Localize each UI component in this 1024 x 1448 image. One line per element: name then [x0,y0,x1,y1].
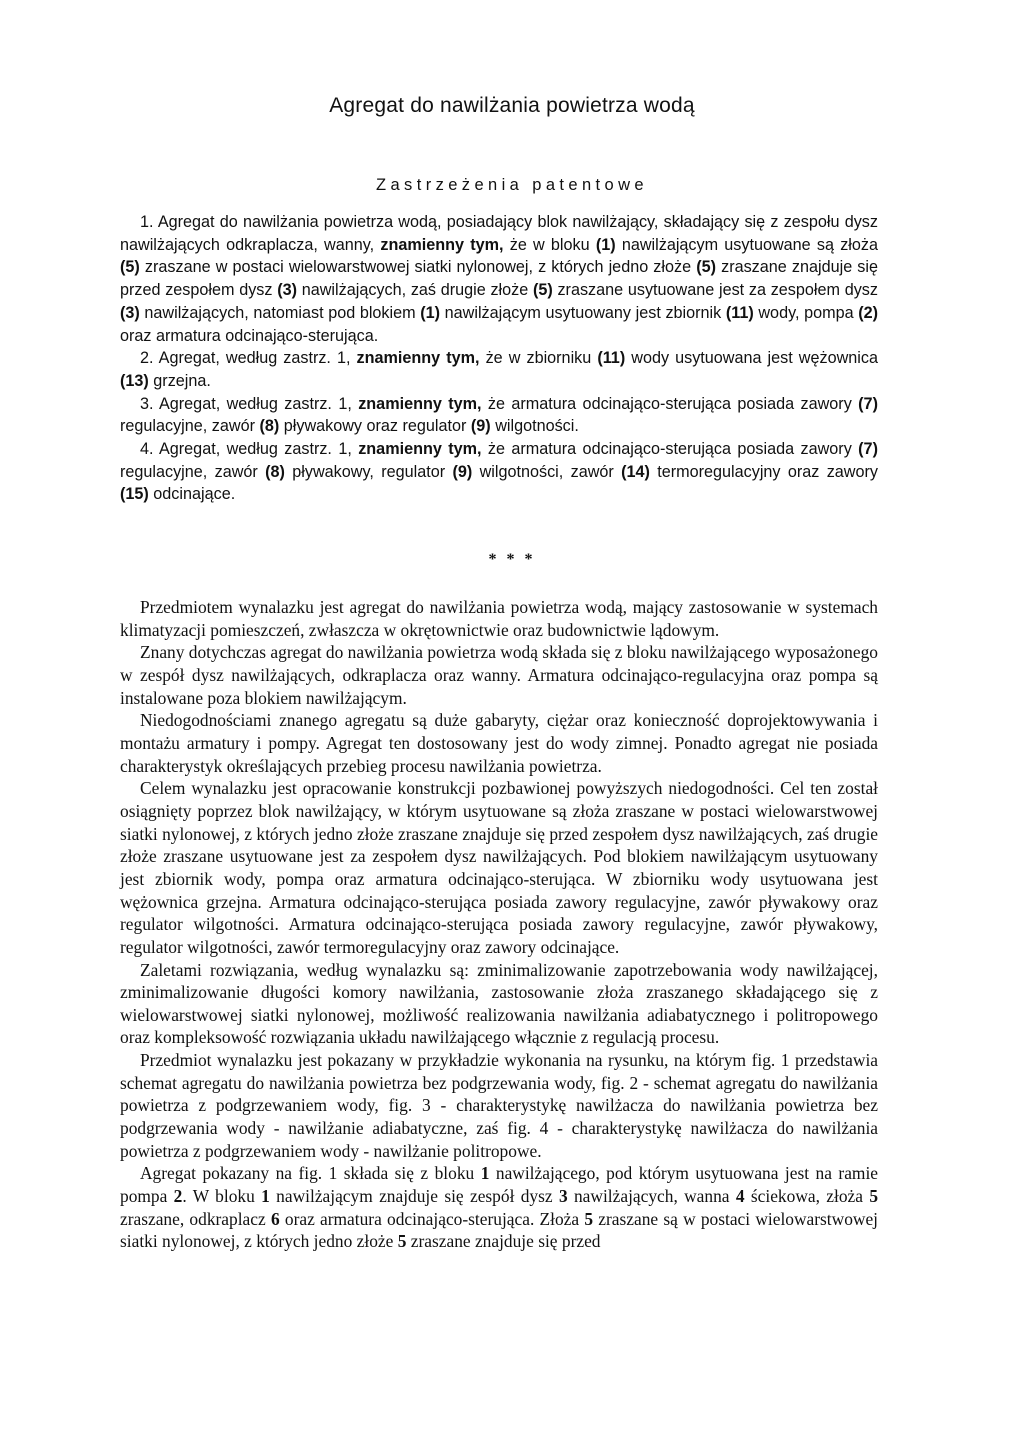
text-run: regulacyjne, zawór [120,462,266,481]
bold-text-run: (3) [277,281,298,300]
bold-text-run: (11) [597,349,626,368]
claims-section [120,211,878,506]
bold-text-run: (13) [120,371,149,390]
text-run: termoregulacyjny oraz zawory [649,462,878,481]
claim-paragraph [120,211,878,347]
claims-heading: Zastrzeżenia patentowe [376,176,648,194]
text-run: Znany dotychczas agregat do nawilżania powietrza wodą składa się z bloku nawilżającego wyposażonego w zespół dysz nawilżających, odkraplacza oraz wanny. Armatura odcinająco-regulacyjna oraz pompa są instalowane poza blokiem nawilżającym. [120,642,878,708]
text-run: nawilżających, zaś drugie złoże [297,281,533,300]
text-run: regulacyjne, zawór [120,417,260,436]
text-run: Przedmiot wynalazku jest pokazany w przykładzie wykonania na rysunku, na którym fig. 1 przedstawia schemat agregatu do nawilżania powietrza bez podgrzewania wody, fig. 2 - schemat agregatu do nawilżania powietrza z podgrzewaniem wody, fig. 3 - charakterystykę nawilżacza do nawilżania powietrza bez podgrzewania wody - nawilżanie adiabatyczne, zaś fig. 4 - charakterystykę nawilżacza do nawilżania powietrza z podgrzewaniem wody - nawilżanie politropowe. [120,1050,878,1161]
description-paragraph [120,1162,878,1253]
bold-text-run: (7) [858,394,878,413]
text-run: zraszane, odkraplacz [120,1208,271,1229]
bold-text-run: (8) [259,417,280,436]
bold-text-run: 2 [173,1186,183,1207]
text-run: Niedogodnościami znanego agregatu są duże gabaryty, ciężar oraz konieczność doprojektowywania i montażu armatury i pompy. Agregat ten dostosowany jest do wody zimnej. Ponadto agregat nie posiada charakterystyk określających przebieg procesu nawilżania powietrza. [120,710,878,776]
claim-paragraph [120,438,878,506]
text-run: nawilżających, wanna [567,1186,736,1207]
bold-text-run: 3 [558,1186,568,1207]
text-run: 4. Agregat, według zastrz. 1, [140,440,359,459]
text-run: . W bloku [182,1186,262,1207]
bold-text-run: (9) [452,462,473,481]
bold-text-run: (1) [595,235,616,254]
text-run: pływakowy, regulator [284,462,453,481]
document-title: Agregat do nawilżania powietrza wodą [329,94,695,117]
text-run: zraszane usytuowane jest za zespołem dysz [552,281,878,300]
description-paragraph [120,709,878,777]
bold-text-run: (11) [725,303,754,322]
bold-text-run: (3) [120,303,140,322]
text-run: że armatura odcinająco-sterująca posiada zawory [481,394,859,413]
description-paragraph [120,959,878,1050]
text-run: nawilżającym usytuowane są złoża [615,235,878,254]
text-run: zraszane są w postaci wielowarstwowej siatki nylonowej, z których jedno złoże [120,1208,879,1252]
bold-text-run: 5 [584,1208,594,1229]
bold-text-run: znamienny tym, [358,394,482,413]
bold-text-run: znamienny tym, [380,235,504,254]
text-run: wody usytuowana jest wężownica [625,349,878,368]
description-section [120,596,878,1253]
text-run: zraszane znajduje się przed zespołem dysz [120,258,878,300]
text-run: nawilżającym usytuowany jest zbiornik [440,303,726,322]
text-run: Zaletami rozwiązania, według wynalazku są: zminimalizowanie zapotrzebowania wody nawilżającej, zminimalizowanie długości komory nawilżania, zastosowanie złoża zraszanego składającego się z wielowarstwowej siatki nylonowej, możliwość realizowania nawilżania adiabatycznego i politropowego oraz kompleksowość rozwiązania układu nawilżającego włącznie z regulacją procesu. [120,959,878,1048]
text-run: nawilżających, natomiast pod blokiem [139,303,421,322]
text-run: zraszane znajduje się przed [406,1231,601,1252]
bold-text-run: (5) [696,258,716,277]
bold-text-run: 1 [261,1186,270,1207]
text-run: wody, pompa [753,303,859,322]
text-run: że w zbiorniku [479,349,598,368]
text-run: ściekowa, złoża [744,1186,870,1207]
bold-text-run: (7) [858,440,878,459]
text-run: 2. Agregat, według zastrz. 1, [140,349,357,368]
description-paragraph [120,1049,878,1162]
bold-text-run: (15) [120,485,149,504]
text-run: nawilżającego, pod którym usytuowana jest na ramie pompa [120,1163,879,1207]
bold-text-run: znamienny tym, [358,440,482,459]
text-run: pływakowy oraz regulator [279,417,471,436]
description-paragraph [120,596,878,641]
bold-text-run: (14) [621,462,650,481]
text-run: że w bloku [503,235,596,254]
claim-paragraph [120,393,878,438]
text-run: wilgotności, zawór [472,462,622,481]
bold-text-run: 6 [270,1208,280,1229]
bold-text-run: (5) [120,258,140,277]
text-run: zraszane w postaci wielowarstwowej siatki nylonowej, z których jedno złoże [139,258,697,277]
bold-text-run: 4 [735,1186,745,1207]
claim-paragraph [120,347,878,392]
bold-text-run: (2) [858,303,878,322]
bold-text-run: (9) [470,417,491,436]
bold-text-run: 5 [397,1231,407,1252]
bold-text-run: (8) [265,462,285,481]
text-run: wilgotności. [490,417,579,436]
text-run: grzejna. [148,371,211,390]
description-paragraph [120,641,878,709]
text-run: nawilżającym znajduje się zespół dysz [269,1186,559,1207]
bold-text-run: znamienny tym, [356,349,480,368]
text-run: Agregat pokazany na fig. 1 składa się z bloku [140,1163,481,1184]
bold-text-run: 1 [480,1163,490,1184]
bold-text-run: (5) [532,281,553,300]
text-run: oraz armatura odcinająco-sterująca. Złoża [279,1208,585,1229]
text-run: oraz armatura odcinająco-sterująca. [120,326,379,345]
text-run: 1. Agregat do nawilżania powietrza wodą, posiadający blok nawilżający, składający się z zespołu dysz nawilżających odkraplacza, wanny, [120,213,878,254]
text-run: Celem wynalazku jest opracowanie konstrukcji pozbawionej powyższych niedogodności. Cel ten został osiągnięty poprzez blok nawilżający, w którym usytuowane są złoża zraszane w postaci wielowarstwowej siatki nylonowej, z których jedno złoże zraszane znajduje się przed zespołem dysz nawilżających, zaś drugie złoże zraszane usytuowane jest za zespołem dysz nawilżających. Pod blokiem nawilżającym usytuowany jest zbiornik wody, pompa oraz armatura odcinająco-sterująca. W zbiorniku wody usytuowana jest wężownica grzejna. Armatura odcinająco-sterująca posiada zawory regulacyjne, zawór pływakowy oraz regulator wilgotności. Armatura odcinająco-sterująca posiada zawory regulacyjne, zawór pływakowy, regulator wilgotności, zawór termoregulacyjny oraz zawory odcinające. [120,778,878,957]
text-run: 3. Agregat, według zastrz. 1, [140,394,359,413]
section-separator: * * * [488,551,536,568]
text-run: Przedmiotem wynalazku jest agregat do nawilżania powietrza wodą, mający zastosowanie w systemach klimatyzacji pomieszczeń, zwłaszcza w okrętownictwie oraz budownictwie lądowym. [120,597,878,640]
bold-text-run: (1) [420,303,441,322]
description-paragraph [120,777,878,958]
bold-text-run: 5 [869,1186,879,1207]
text-run: że armatura odcinająco-sterująca posiada zawory [481,440,859,459]
text-run: odcinające. [148,485,236,504]
